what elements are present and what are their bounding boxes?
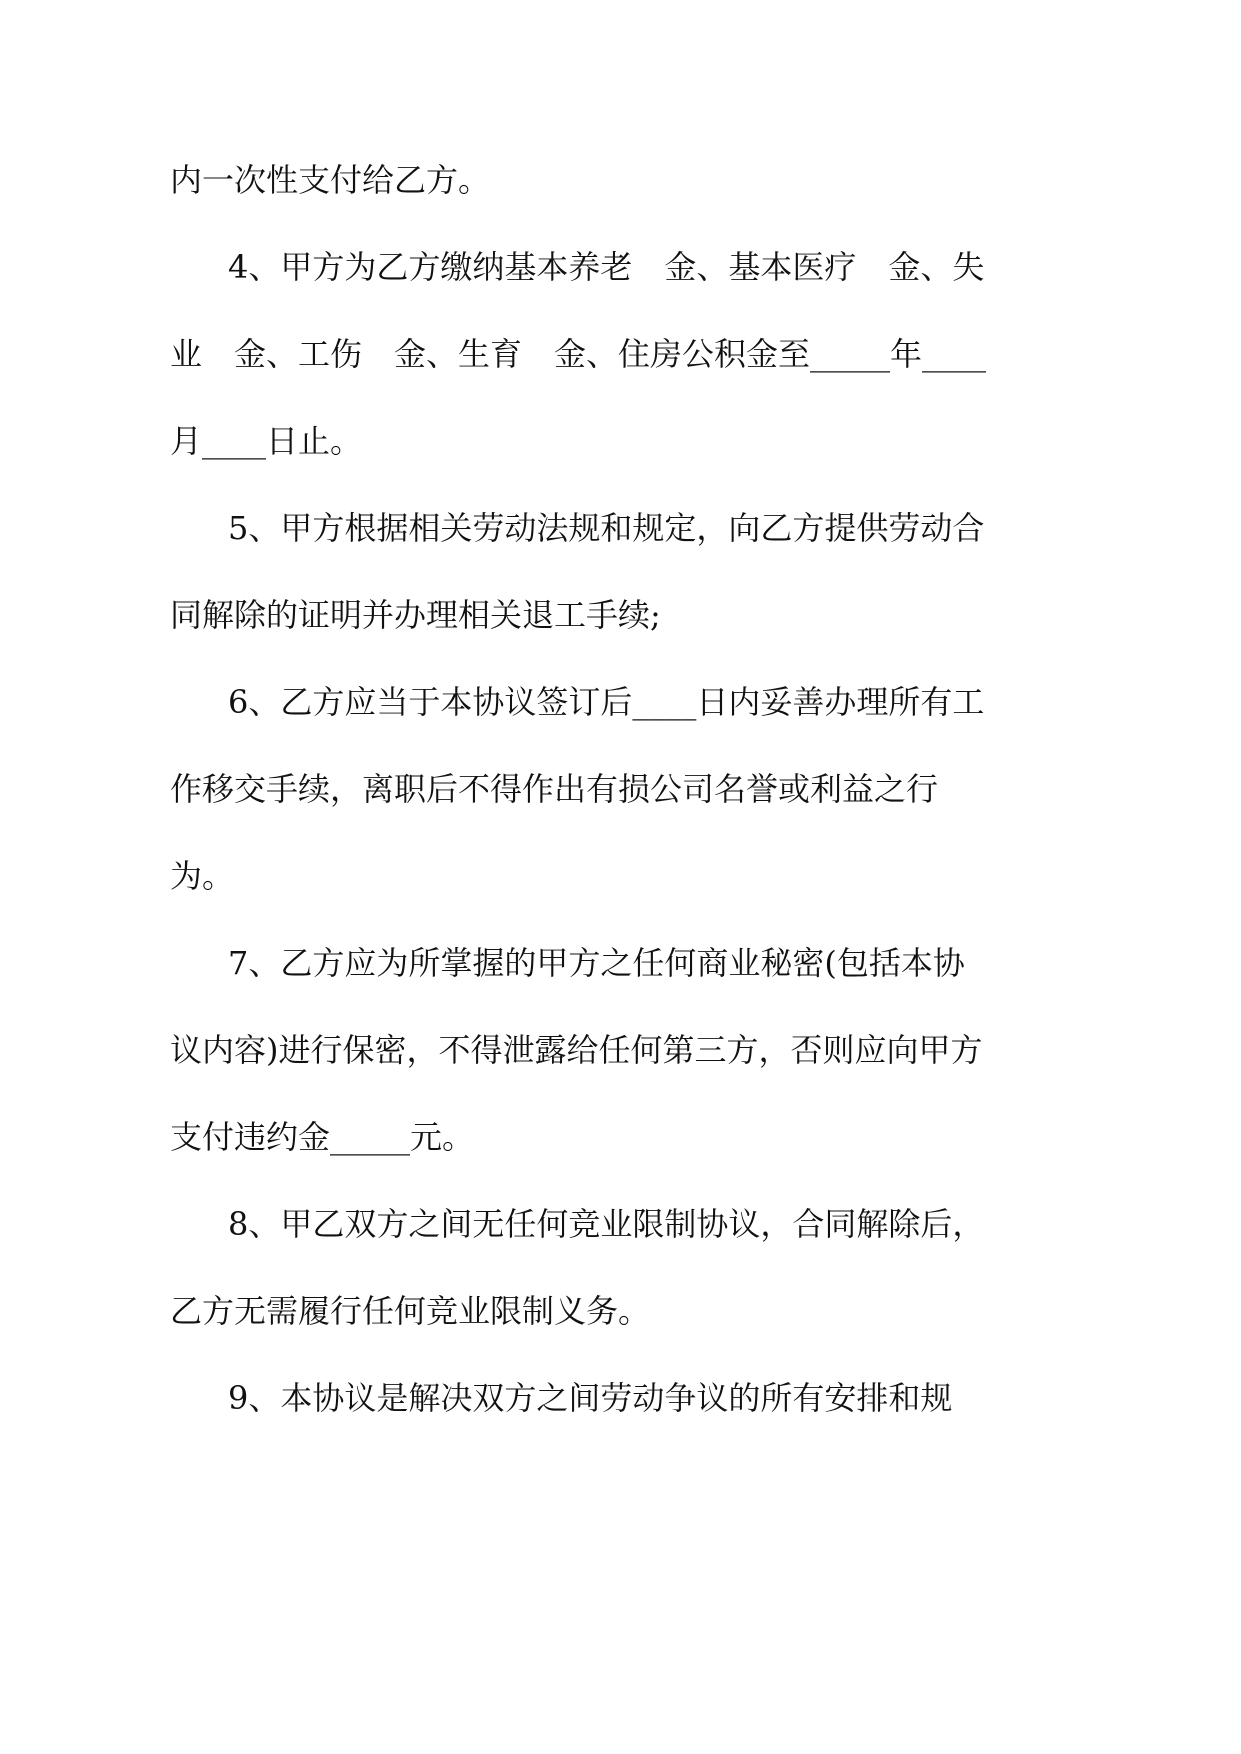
text-line: 9、本协议是解决双方之间劳动争议的所有安排和规 [228, 1379, 953, 1417]
text-line: 业 金、工伤 金、生育 金、住房公积金至_____年____ [170, 335, 987, 373]
text-line: 支付违约金_____元。 [170, 1118, 475, 1156]
text-line: 议内容)进行保密，不得泄露给任何第三方，否则应向甲方 [170, 1031, 983, 1069]
text-line: 同解除的证明并办理相关退工手续; [170, 596, 661, 634]
text-line: 月____日止。 [170, 422, 363, 460]
text-line: 6、乙方应当于本协议签订后____日内妥善办理所有工 [228, 683, 985, 721]
text-line: 4、甲方为乙方缴纳基本养老 金、基本医疗 金、失 [228, 248, 985, 286]
text-line: 5、甲方根据相关劳动法规和规定，向乙方提供劳动合 [228, 509, 985, 547]
text-line: 7、乙方应为所掌握的甲方之任何商业秘密(包括本协 [228, 944, 965, 982]
text-line: 为。 [170, 857, 235, 895]
text-line: 乙方无需履行任何竞业限制义务。 [170, 1292, 651, 1330]
text-line: 内一次性支付给乙方。 [170, 161, 491, 199]
text-line: 8、甲乙双方之间无任何竞业限制协议，合同解除后， [228, 1205, 985, 1243]
text-line: 作移交手续，离职后不得作出有损公司名誉或利益之行 [170, 770, 939, 808]
